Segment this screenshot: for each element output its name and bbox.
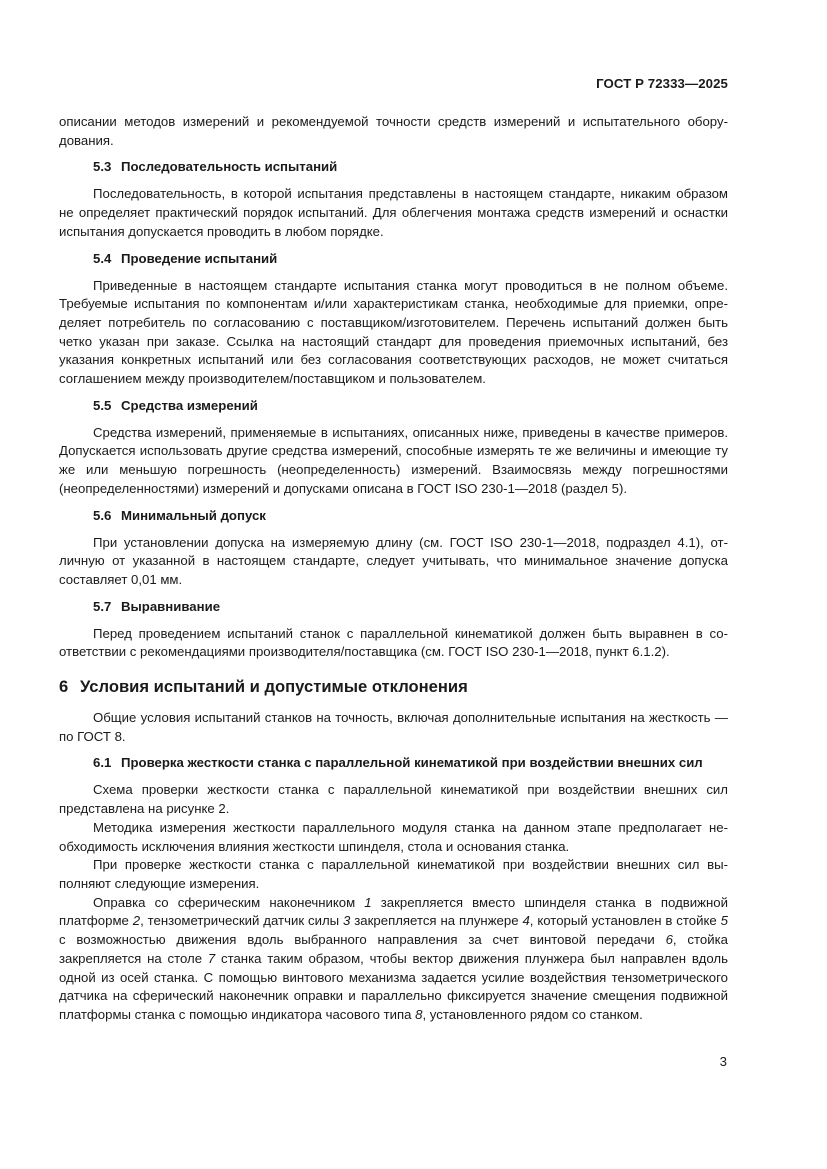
heading-title: Проверка жесткости станка с параллельной кинематикой при воздействии внешних сил [121,755,703,771]
page-content [59,113,728,1025]
item-ref: 8 [415,1006,423,1022]
text-run: Оправка со сферическим наконечником [93,894,365,910]
heading-title: Минимальный допуск [121,507,266,523]
heading-number: 5.5 [93,397,112,413]
paragraph-6: Общие условия испытаний станков на точность, включая дополнительные испытания на жесткость — по ГОСТ 8. [59,710,728,744]
heading-5-6 [59,507,728,525]
text-run: закрепляется вместо шпинделя станка в подвижной платформе [59,894,728,929]
paragraph-6-1-1: Схема проверки жесткости станка с параллельной кинематикой при воздействии внешних сил представлена на рисунке 2. [59,782,728,817]
text-run: , который установлен в стойке [529,913,721,929]
heading-number: 5.6 [93,507,112,523]
intro-paragraph: описании методов измерений и рекомендуемой точности средств измерений и испытательного оборудования. [59,114,728,148]
text-run: , установленного рядом со станком. [422,1006,643,1022]
heading-5-3 [59,158,728,176]
paragraph-5-6: При установлении допуска на измеряемую длину (см. ГОСТ ISO 230-1—2018, подраздел 4.1), отличную от указанной в настоящем стандарте, следует учитывать, что минимальное значение допуска составляет 0,01 мм. [59,534,728,587]
heading-6-1 [59,754,728,772]
heading-title: Выравнивание [121,598,221,614]
section-heading-6 [59,676,728,698]
section-number: 6 [59,677,69,697]
text-run: закрепляется на плунжере [350,913,523,929]
text-run: станка таким образом, чтобы вектор движения плунжера был направлен вдоль одной из осей станка. С помощью винтового механизма задается усилие воздействия тензометрического датчика на сферический наконечник оправки и параллельно фиксируется значение смещения подвижной платформы станка с помощью индикатора часового типа [59,950,728,1022]
paragraph-5-5: Средства измерений, применяемые в испытаниях, описанных ниже, приведены в качестве примеров. Допускается использовать другие средства измерений, способные измерять те же величины и имеющие ту же или меньшую погрешность (неопределенность) измерений. Взаимосвязь между погрешностями (неопределенностями) измерений и допусками описана в ГОСТ ISO 230-1—2018 (раздел 5). [59,424,728,496]
heading-title: Средства измерений [121,397,258,413]
heading-number: 5.3 [93,159,112,175]
paragraph-5-3: Последовательность, в которой испытания представлены в настоящем стандарте, никаким образом не определяет практический порядок испытаний. Для облегчения монтажа средств измерений и оснастки испытания допускается проводить в любом порядке. [59,186,728,239]
heading-title: Проведение испытаний [121,250,278,266]
item-ref: 3 [343,913,351,929]
paragraph-6-1-3: При проверке жесткости станка с параллельной кинематикой при воздействии внешних сил выполняют следующие измерения. [59,857,728,891]
paragraph-6-1-4 [59,894,728,1025]
text-run: , тензометрический датчик силы [140,913,344,929]
item-ref: 2 [132,913,141,929]
heading-number: 5.4 [93,250,112,266]
paragraph-5-4: Приведенные в настоящем стандарте испытания станка могут проводиться в не полном объеме. Требуемые испытания по компонентам и/или характеристикам станка, необходимые для приемки, определяет потребитель по согласованию с поставщиком/изготовителем. Перечень испытаний должен быть четко указан при заказе. Ссылка на настоящий стандарт для проведения приемочных испытаний, без указания конкретных испытаний или без согласования соответствующих расходов, не может считаться соглашением между производителем/поставщиком и пользователем. [59,277,728,387]
item-ref: 7 [207,950,216,966]
text-run: , стойка закрепляется на столе [59,932,728,966]
item-ref: 5 [720,913,728,929]
section-title: Условия испытаний и допустимые отклонения [80,677,468,697]
item-ref: 4 [522,913,530,929]
item-ref: 6 [665,932,673,948]
heading-title: Последовательность испытаний [121,159,338,175]
heading-5-5 [59,397,728,415]
heading-5-4 [59,250,728,268]
document-code-header: ГОСТ Р 72333—2025 [596,76,728,91]
heading-number: 6.1 [93,755,112,771]
heading-number: 5.7 [93,598,112,614]
paragraph-5-7: Перед проведением испытаний станок с параллельной кинематикой должен быть выравнен в соответствии с рекомендациями производителя/поставщика (см. ГОСТ ISO 230-1—2018, пункт 6.1.2). [59,625,728,660]
paragraph-6-1-2: Методика измерения жесткости параллельного модуля станка на данном этапе предполагает необходимость исключения влияния жесткости шпинделя, стола и основания станка. [59,819,728,854]
item-ref: 1 [364,894,372,910]
heading-5-7 [59,598,728,616]
page-number: 3 [719,1054,727,1069]
text-run: с возможностью движения вдоль выбранного направления за счет винтовой передачи [59,932,666,948]
